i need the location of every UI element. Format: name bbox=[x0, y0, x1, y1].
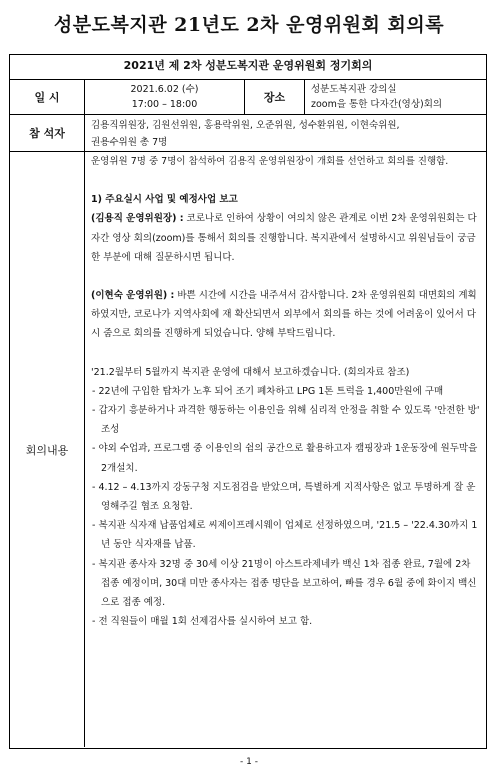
list-item: - 복지관 식자재 납품업체로 씨제이프레시웨이 업체로 선정하였으며, '21.5 – '22.4.30까지 1년 동안 식자재를 납품. bbox=[92, 520, 478, 551]
meeting-title: 2021년 제 2차 성분도복지관 운영위원회 정기회의 bbox=[123, 59, 373, 72]
attendees-line-2: 권용수위원 총 7명 bbox=[91, 137, 168, 148]
page-number: - 1 - bbox=[240, 757, 258, 767]
report-intro: '21.2월부터 5월까지 복지관 운영에 대해서 보고하겠습니다. (회의자료 참조) bbox=[91, 366, 410, 378]
minutes-table bbox=[9, 54, 487, 749]
content-row bbox=[10, 151, 486, 747]
list-item: - 갑자기 흥분하거나 과격한 행동하는 이용인을 위해 심리적 안정을 취할 수 있도록 '안전한 방' 조성 bbox=[92, 405, 480, 436]
list-item: - 야외 수업과, 프로그램 중 이용인의 쉼의 공간으로 활용하고자 캠핑장과 1운동장에 원두막을 2개설치. bbox=[92, 443, 478, 474]
speaker2-text: 바쁜 시간에 시간을 내주셔서 감사합니다. 2차 운영위원회 대면회의 계획하였지만, 코로나가 지역사회에 재 확산되면서 외부에서 회의를 하는 것에 어려움이 있어서 다시 줌으로 회의를 진행하게 되었습니다. 양해 부탁드립니다. bbox=[91, 290, 477, 340]
list-item: - 22년에 구입한 탑차가 노후 되어 조기 폐차하고 LPG 1톤 트럭을 1,400만원에 구매 bbox=[92, 385, 444, 397]
place-line-1: 성분도복지관 강의실 bbox=[311, 84, 397, 95]
place-label: 장소 bbox=[244, 80, 304, 114]
meeting-title-row bbox=[10, 55, 486, 79]
content-label: 회의내용 bbox=[25, 443, 69, 457]
speaker2-name: (이현숙 운영위원) : bbox=[91, 290, 175, 302]
date-place-row bbox=[10, 79, 486, 114]
list-item: - 복지관 종사자 32명 중 30세 이상 21명이 아스트라제네카 백신 1차 접종 완료, 7월에 2차 접종 예정이며, 30대 미만 종사자는 접종 명단을 보고하여, 빠를 경우 6월 중에 화이지 백신으로 접종 예정. bbox=[92, 558, 477, 609]
list-item: - 4.12 – 4.13까지 강동구청 지도점검을 받았으며, 특별하게 지적사항은 없고 투명하게 잘 운영해주길 협조 요청함. bbox=[92, 481, 476, 513]
list-item: - 전 직원들이 매월 1회 선제검사를 실시하여 보고 함. bbox=[92, 616, 313, 628]
attendees-label: 참 석자 bbox=[29, 127, 65, 140]
place-line-2: zoom을 통한 다자간(영상)회의 bbox=[311, 99, 443, 110]
place-value bbox=[304, 80, 486, 114]
speaker1-text: 코로나로 인하여 상황이 여의치 않은 관계로 이번 2차 운영위원회는 다자간 영상 회의(zoom)를 통해서 회의를 진행합니다. 복지관에서 설명하시고 위원님들이 궁금한 부분에 대해 질문하시면 됩니다. bbox=[91, 213, 477, 263]
document-title: 성분도복지관 21년도 2차 운영위원회 회의록 bbox=[53, 14, 445, 36]
attendees-value bbox=[84, 115, 486, 151]
attendees-line-1: 김용직위원장, 김원선위원, 홍용락위원, 오준위원, 성수환위원, 이현숙위원, bbox=[91, 120, 400, 131]
date-line: 2021.6.02 (수) bbox=[130, 84, 199, 95]
date-value bbox=[84, 80, 244, 114]
date-label: 일 시 bbox=[34, 91, 60, 104]
speaker1-paragraph bbox=[91, 209, 480, 267]
speaker2-paragraph bbox=[91, 286, 480, 344]
content-body bbox=[84, 152, 486, 747]
attendees-row bbox=[10, 114, 486, 151]
time-line: 17:00 – 18:00 bbox=[131, 99, 198, 110]
speaker1-name: (김용직 운영위원장) : bbox=[91, 213, 184, 225]
section-heading: 1) 주요실시 사업 및 예정사업 보고 bbox=[91, 194, 238, 206]
intro-paragraph: 운영위원 7명 중 7명이 참석하여 김용직 운영위원장이 개회를 선언하고 회의를 진행함. bbox=[91, 156, 449, 167]
